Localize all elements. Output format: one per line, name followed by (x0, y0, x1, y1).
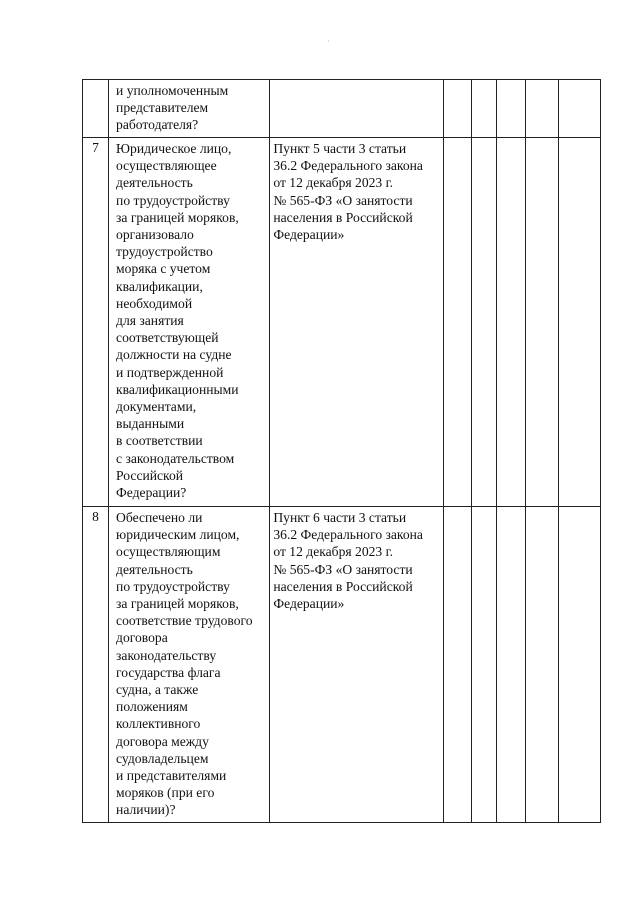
checklist-table (82, 79, 601, 823)
row-number: 8 (92, 509, 99, 524)
answer-cell-5 (558, 507, 600, 823)
question-cell (109, 80, 270, 138)
answer-cell-1 (443, 138, 471, 507)
table-row-continuation (83, 80, 601, 138)
answer-cell-5 (558, 138, 600, 507)
row-number (83, 80, 108, 82)
reference-cell (270, 138, 443, 507)
answer-cell-2 (471, 80, 496, 138)
reference-text (270, 80, 442, 85)
question-text: Юридическое лицо, осуществляющее деятельность по трудоустройству за границей моряков, организовало трудоустройство моряка с учетом квалификации, необходимой для занятия соответствующей должности на судне и подтвержденной квалификационными документами, выданными в соответствии с законодательством Российской Федерации? (116, 141, 239, 501)
answer-cell-1 (443, 80, 471, 138)
reference-cell (270, 80, 443, 138)
answer-cell-3 (496, 138, 525, 507)
answer-cell-2 (471, 138, 496, 507)
answer-cell-4 (525, 138, 558, 507)
answer-cell-1 (443, 507, 471, 823)
row-number-cell (83, 507, 109, 823)
table-row-7 (83, 138, 601, 507)
reference-text: Пункт 6 части 3 статьи 36.2 Федерального закона от 12 декабря 2023 г. № 565-ФЗ «О занятости населения в Российской Федерации» (273, 510, 423, 612)
reference-cell (270, 507, 443, 823)
answer-cell-3 (496, 80, 525, 138)
question-text: Обеспечено ли юридическим лицом, осуществляющим деятельность по трудоустройству за границей моряков, соответствие трудового договора законодательству государства флага судна, а также положениям коллективного договора между судовладельцем и представителями моряков (при его наличии)? (116, 510, 253, 818)
answer-cell-4 (525, 80, 558, 138)
row-number-cell (83, 138, 109, 507)
answer-cell-3 (496, 507, 525, 823)
table-row-8 (83, 507, 601, 823)
answer-cell-2 (471, 507, 496, 823)
question-cell (109, 138, 270, 507)
reference-text: Пункт 5 части 3 статьи 36.2 Федерального закона от 12 декабря 2023 г. № 565-ФЗ «О занятости населения в Российской Федерации» (273, 141, 423, 243)
page-mark: · (327, 36, 330, 46)
row-number-cell (83, 80, 109, 138)
row-number: 7 (92, 140, 99, 155)
answer-cell-4 (525, 507, 558, 823)
question-text: и уполномоченным представителем работодателя? (116, 83, 229, 133)
answer-cell-5 (558, 80, 600, 138)
question-cell (109, 507, 270, 823)
